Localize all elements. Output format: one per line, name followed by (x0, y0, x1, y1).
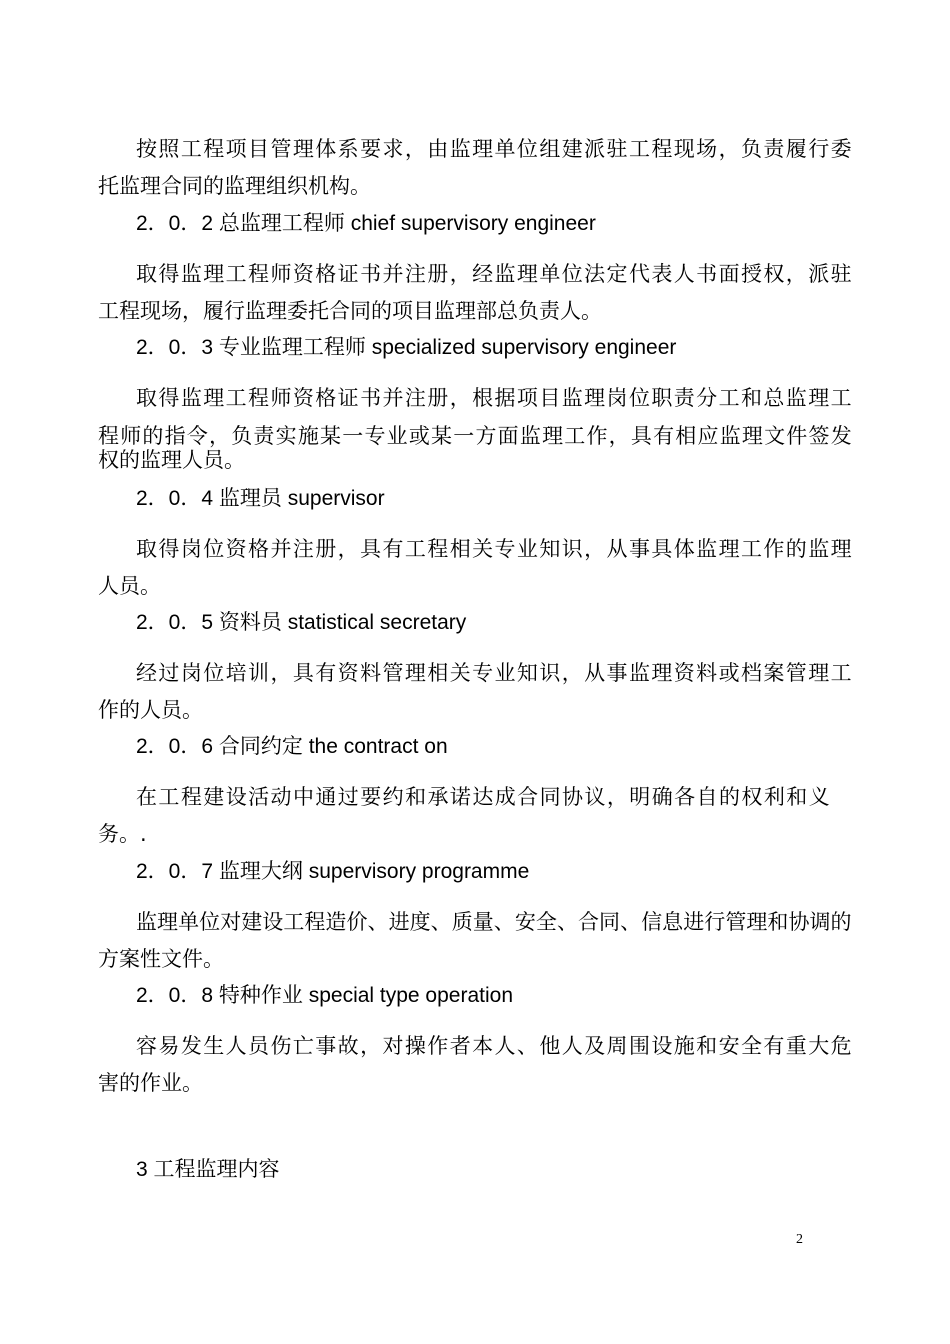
definition-8-body-line-1: 容 易 发 生 人 员 伤 亡 事 故 ， 对 操 作 者 本 人 、 他 人 及 周 围 设 施 和 安 全 有 重 大 危 (136, 1034, 852, 1058)
definition-6-body-line-2: 务。. (98, 822, 147, 846)
definition-2-body-line-2: 工程现场，履行监理委托合同的项目监理部总负责人。 (98, 299, 602, 323)
definition-8-body-line-2: 害的作业。 (98, 1071, 203, 1095)
definition-5-body-line-1: 经 过 岗 位 培 训 ， 具 有 资 料 管 理 相 关 专 业 知 识 ， 从 事 监 理 资 料 或 档 案 管 理 工 (136, 661, 852, 685)
definition-3-body-line-2: 程 师 的 指 令 ， 负 责 实 施 某 一 专 业 或 某 一 方 面 监 理 工 作 ， 具 有 相 应 监 理 文 件 签 发 (98, 424, 852, 448)
definition-3-body-line-1: 取 得 监 理 工 程 师 资 格 证 书 并 注 册 ， 根 据 项 目 监 理 岗 位 职 责 分 工 和 总 监 理 工 (136, 386, 852, 410)
definition-4-body-line-1: 取 得 岗 位 资 格 并 注 册 ， 具 有 工 程 相 关 专 业 知 识 ， 从 事 具 体 监 理 工 作 的 监 理 (136, 537, 852, 561)
definition-1-body-line-2: 托监理合同的监理组织机构。 (98, 174, 371, 198)
definition-3-body-line-3: 权的监理人员。 (98, 448, 245, 472)
definition-3-heading: 2．0．3 专业监理工程师 specialized supervisory engineer (136, 336, 677, 359)
definition-4-body-line-2: 人员。 (98, 574, 161, 598)
definition-2-body-line-1: 取 得 监 理 工 程 师 资 格 证 书 并 注 册 ， 经 监 理 单 位 法 定 代 表 人 书 面 授 权 ， 派 驻 (136, 262, 852, 286)
definition-1-body-line-1: 按 照 工 程 项 目 管 理 体 系 要 求 ， 由 监 理 单 位 组 建 派 驻 工 程 现 场 ， 负 责 履 行 委 (136, 137, 852, 161)
definition-8-heading: 2．0．8 特种作业 special type operation (136, 984, 514, 1007)
definition-2-heading: 2．0．2 总监理工程师 chief supervisory engineer (136, 212, 596, 235)
definition-5-body-line-2: 作的人员。 (98, 698, 203, 722)
definition-6-heading: 2．0．6 合同约定 the contract on (136, 735, 448, 758)
definition-6-body-line-1: 在 工 程 建 设 活 动 中 通 过 要 约 和 承 诺 达 成 合 同 协 议 ， 明 确 各 自 的 权 利 和 义 (136, 785, 830, 809)
definition-7-body-line-1: 监 理 单 位 对 建 设 工 程 造 价 、 进 度 、 质 量 、 安 全 、 合 同 、 信 息 进 行 管 理 和 协 调 的 (136, 910, 852, 934)
page-number: 2 (796, 1232, 803, 1247)
definition-5-heading: 2．0．5 资料员 statistical secretary (136, 611, 467, 634)
definition-7-heading: 2．0．7 监理大纲 supervisory programme (136, 860, 530, 883)
section-heading: 3 工程监理内容 (136, 1158, 280, 1181)
definition-7-body-line-2: 方案性文件。 (98, 947, 224, 971)
definition-4-heading: 2．0．4 监理员 supervisor (136, 487, 385, 510)
